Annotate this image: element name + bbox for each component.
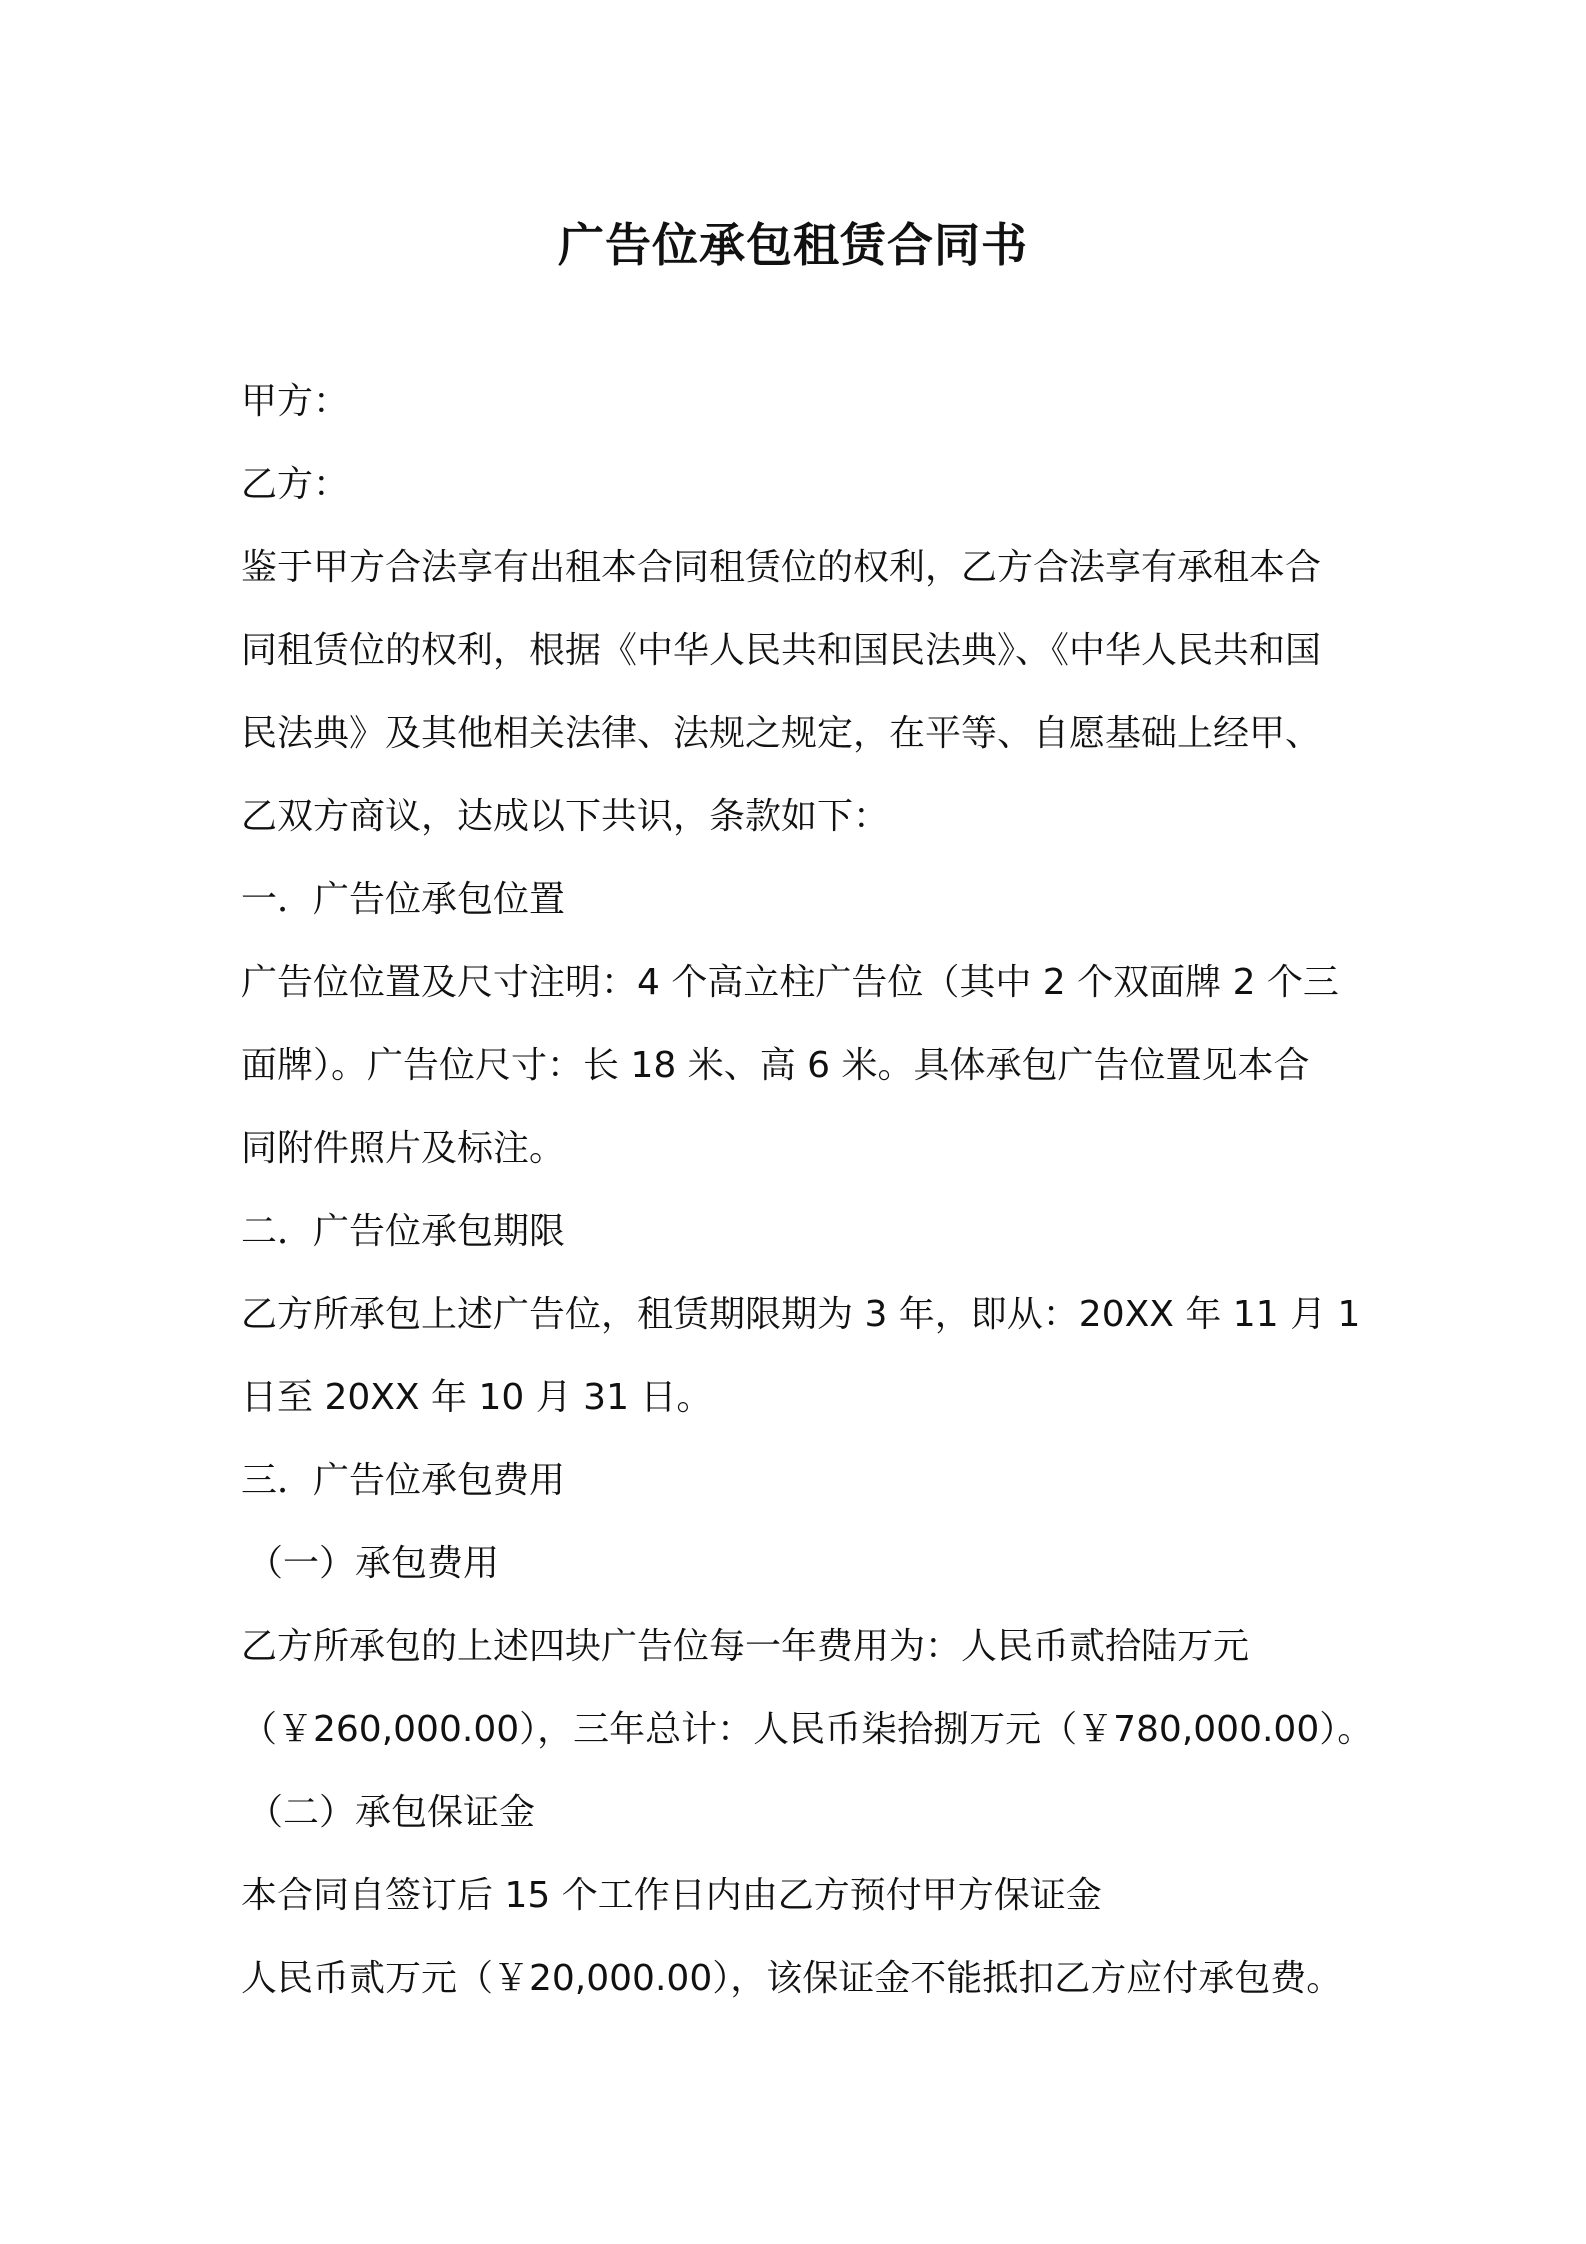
preamble-line-2: 同租赁位的权利，根据《中华人民共和国民法典》、《中华人民共和国: [241, 630, 1322, 671]
subsection-2-line-2: 人民币贰万元（￥20,000.00），该保证金不能抵扣乙方应付承包费。: [241, 1958, 1343, 1999]
subsection-heading-1: （一）承包费用: [247, 1543, 500, 1584]
document-title: 广告位承包租赁合同书: [558, 218, 1028, 272]
section-heading-1: 一．广告位承包位置: [241, 879, 566, 920]
section-2-line-2: 日至 20XX 年 10 月 31 日。: [241, 1377, 713, 1418]
preamble-line-3: 民法典》及其他相关法律、法规之规定，在平等、自愿基础上经甲、: [241, 713, 1322, 754]
section-heading-3: 三．广告位承包费用: [241, 1460, 566, 1501]
party-a-line: 甲方：: [241, 381, 350, 422]
section-2-line-1: 乙方所承包上述广告位，租赁期限期为 3 年，即从：20XX 年 11 月 1: [241, 1294, 1361, 1335]
preamble-line-4: 乙双方商议，达成以下共识，条款如下：: [241, 796, 890, 837]
section-heading-2: 二．广告位承包期限: [241, 1211, 566, 1252]
section-1-line-2: 面牌）。广告位尺寸：长 18 米、高 6 米。具体承包广告位置见本合: [241, 1045, 1310, 1086]
subsection-1-line-1: 乙方所承包的上述四块广告位每一年费用为：人民币贰拾陆万元: [241, 1626, 1250, 1667]
document-body: [241, 360, 1374, 2020]
preamble-line-1: 鉴于甲方合法享有出租本合同租赁位的权利，乙方合法享有承租本合: [241, 547, 1322, 588]
subsection-heading-2: （二）承包保证金: [247, 1792, 536, 1833]
section-1-line-3: 同附件照片及标注。: [241, 1128, 566, 1169]
party-b-line: 乙方：: [241, 464, 350, 505]
section-1-line-1: 广告位位置及尺寸注明：4 个高立柱广告位（其中 2 个双面牌 2 个三: [241, 962, 1339, 1003]
subsection-1-line-2: （￥260,000.00），三年总计：人民币柒拾捌万元（￥780,000.00）。: [241, 1709, 1374, 1750]
subsection-2-line-1: 本合同自签订后 15 个工作日内由乙方预付甲方保证金: [241, 1875, 1102, 1916]
